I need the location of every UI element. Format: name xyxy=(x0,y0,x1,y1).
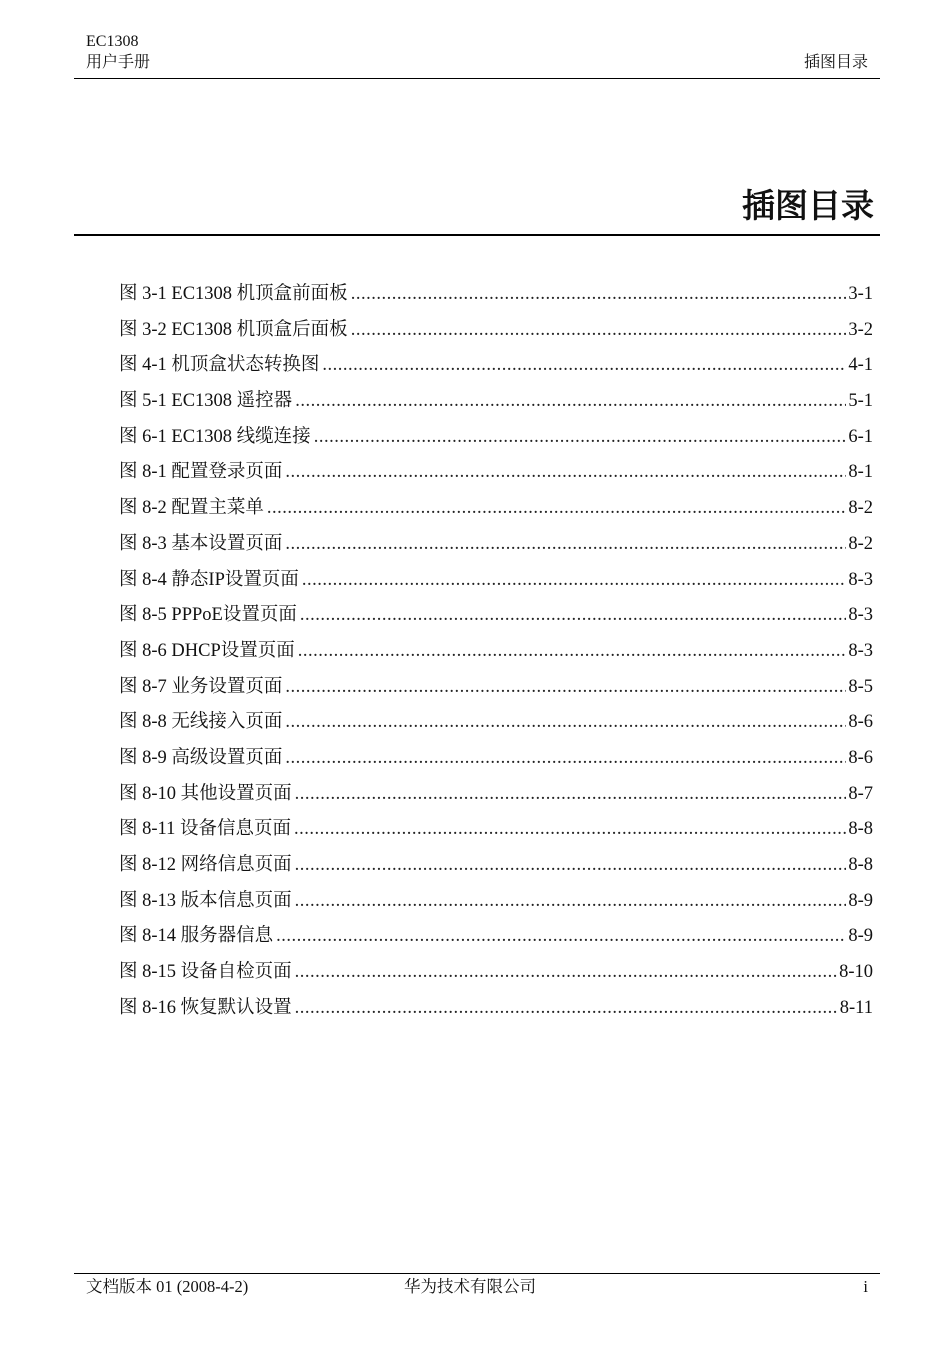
toc-entry-label: 图 5-1 EC1308 遥控器 xyxy=(119,391,293,412)
toc-entry-label: 图 8-13 版本信息页面 xyxy=(119,890,292,911)
toc-dot-leader xyxy=(351,277,847,313)
toc-entry-label: 图 3-2 EC1308 机顶盒后面板 xyxy=(119,319,348,340)
page-header xyxy=(74,30,880,79)
toc-dot-leader xyxy=(285,455,846,491)
toc-entry[interactable] xyxy=(119,812,873,848)
toc-entry-label: 图 8-14 服务器信息 xyxy=(119,926,274,947)
toc-entry[interactable] xyxy=(119,420,873,456)
toc-entry[interactable] xyxy=(119,848,873,884)
toc-entry-page: 3-1 xyxy=(848,284,873,304)
toc-entry[interactable] xyxy=(119,991,873,1027)
toc-entry-label: 图 8-2 配置主菜单 xyxy=(119,498,264,519)
toc-entry-label: 图 8-3 基本设置页面 xyxy=(119,533,283,554)
toc-entry[interactable] xyxy=(119,277,873,313)
toc-dot-leader xyxy=(295,955,837,991)
toc-entry-page: 8-3 xyxy=(848,569,873,590)
toc-entry[interactable] xyxy=(119,777,873,813)
toc-entry-page: 8-3 xyxy=(848,640,873,661)
header-section-title: 插图目录 xyxy=(803,54,868,71)
toc-dot-leader xyxy=(351,313,847,349)
page-number: i xyxy=(863,1277,868,1296)
toc-dot-leader xyxy=(300,598,847,634)
toc-entry-page: 8-1 xyxy=(848,462,873,483)
page-title: 插图目录 xyxy=(742,186,874,225)
toc-entry[interactable] xyxy=(119,919,873,955)
toc-dot-leader xyxy=(298,634,847,670)
company-name: 华为技术有限公司 xyxy=(404,1277,536,1296)
toc-entry-label: 图 8-6 DHCP设置页面 xyxy=(119,640,295,661)
toc-entry-label: 图 8-12 网络信息页面 xyxy=(119,855,292,875)
toc-entry[interactable] xyxy=(119,634,873,670)
toc-dot-leader xyxy=(285,705,846,741)
toc-entry[interactable] xyxy=(119,884,873,920)
toc-entry-label: 图 6-1 EC1308 线缆连接 xyxy=(119,426,311,447)
toc-entry[interactable] xyxy=(119,455,873,491)
toc-entry-page: 8-2 xyxy=(848,533,873,554)
page-footer xyxy=(74,1273,880,1302)
figure-list xyxy=(119,277,873,1026)
toc-entry-label: 图 8-11 设备信息页面 xyxy=(119,819,291,840)
toc-entry[interactable] xyxy=(119,384,873,420)
manual-name: 用户手册 xyxy=(86,54,151,71)
toc-entry[interactable] xyxy=(119,955,873,991)
toc-entry-page: 4-1 xyxy=(848,355,873,376)
toc-entry-label: 图 4-1 机顶盒状态转换图 xyxy=(119,355,320,376)
toc-entry-page: 8-2 xyxy=(848,498,873,519)
toc-dot-leader xyxy=(285,741,846,777)
toc-entry[interactable] xyxy=(119,741,873,777)
toc-dot-leader xyxy=(302,563,846,599)
product-name: EC1308 xyxy=(86,33,139,50)
toc-dot-leader xyxy=(322,348,846,384)
toc-entry-page: 6-1 xyxy=(848,426,873,447)
toc-entry-page: 8-3 xyxy=(848,605,873,626)
toc-dot-leader xyxy=(295,777,847,813)
toc-entry-page: 8-5 xyxy=(848,676,873,697)
toc-entry[interactable] xyxy=(119,563,873,599)
title-divider xyxy=(74,234,880,236)
toc-entry-label: 图 8-1 配置登录页面 xyxy=(119,462,283,483)
toc-dot-leader xyxy=(285,527,846,563)
toc-entry-page: 5-1 xyxy=(848,391,873,412)
toc-entry-label: 图 8-10 其他设置页面 xyxy=(119,783,292,804)
toc-entry-label: 图 3-1 EC1308 机顶盒前面板 xyxy=(119,284,348,304)
toc-dot-leader xyxy=(295,848,847,884)
toc-entry-page: 8-7 xyxy=(848,783,873,804)
toc-entry[interactable] xyxy=(119,491,873,527)
toc-entry-page: 8-9 xyxy=(848,890,873,911)
toc-entry-page: 8-8 xyxy=(848,819,873,840)
toc-entry-label: 图 8-8 无线接入页面 xyxy=(119,712,283,733)
toc-entry-page: 8-6 xyxy=(848,712,873,733)
document-version: 文档版本 01 (2008-4-2) xyxy=(86,1277,249,1296)
toc-dot-leader xyxy=(295,884,847,920)
toc-entry-page: 8-11 xyxy=(839,997,873,1018)
toc-entry-label: 图 8-5 PPPoE设置页面 xyxy=(119,605,297,626)
toc-entry[interactable] xyxy=(119,348,873,384)
toc-entry-label: 图 8-9 高级设置页面 xyxy=(119,747,283,768)
toc-entry-label: 图 8-15 设备自检页面 xyxy=(119,962,292,983)
toc-dot-leader xyxy=(285,670,846,706)
toc-entry-label: 图 8-4 静态IP设置页面 xyxy=(119,569,299,590)
toc-entry[interactable] xyxy=(119,670,873,706)
toc-entry-page: 8-10 xyxy=(839,962,873,983)
toc-dot-leader xyxy=(267,491,846,527)
toc-dot-leader xyxy=(294,812,846,848)
toc-dot-leader xyxy=(295,991,838,1027)
toc-dot-leader xyxy=(314,420,847,456)
toc-entry[interactable] xyxy=(119,313,873,349)
toc-entry-page: 8-9 xyxy=(848,926,873,947)
toc-entry-label: 图 8-7 业务设置页面 xyxy=(119,676,283,697)
toc-entry-page: 8-6 xyxy=(848,747,873,768)
toc-entry-page: 8-8 xyxy=(848,855,873,875)
toc-dot-leader xyxy=(276,919,846,955)
toc-entry[interactable] xyxy=(119,527,873,563)
toc-entry[interactable] xyxy=(119,598,873,634)
toc-dot-leader xyxy=(295,384,846,420)
toc-entry-page: 3-2 xyxy=(848,319,873,340)
toc-entry-label: 图 8-16 恢复默认设置 xyxy=(119,997,292,1018)
toc-entry[interactable] xyxy=(119,705,873,741)
